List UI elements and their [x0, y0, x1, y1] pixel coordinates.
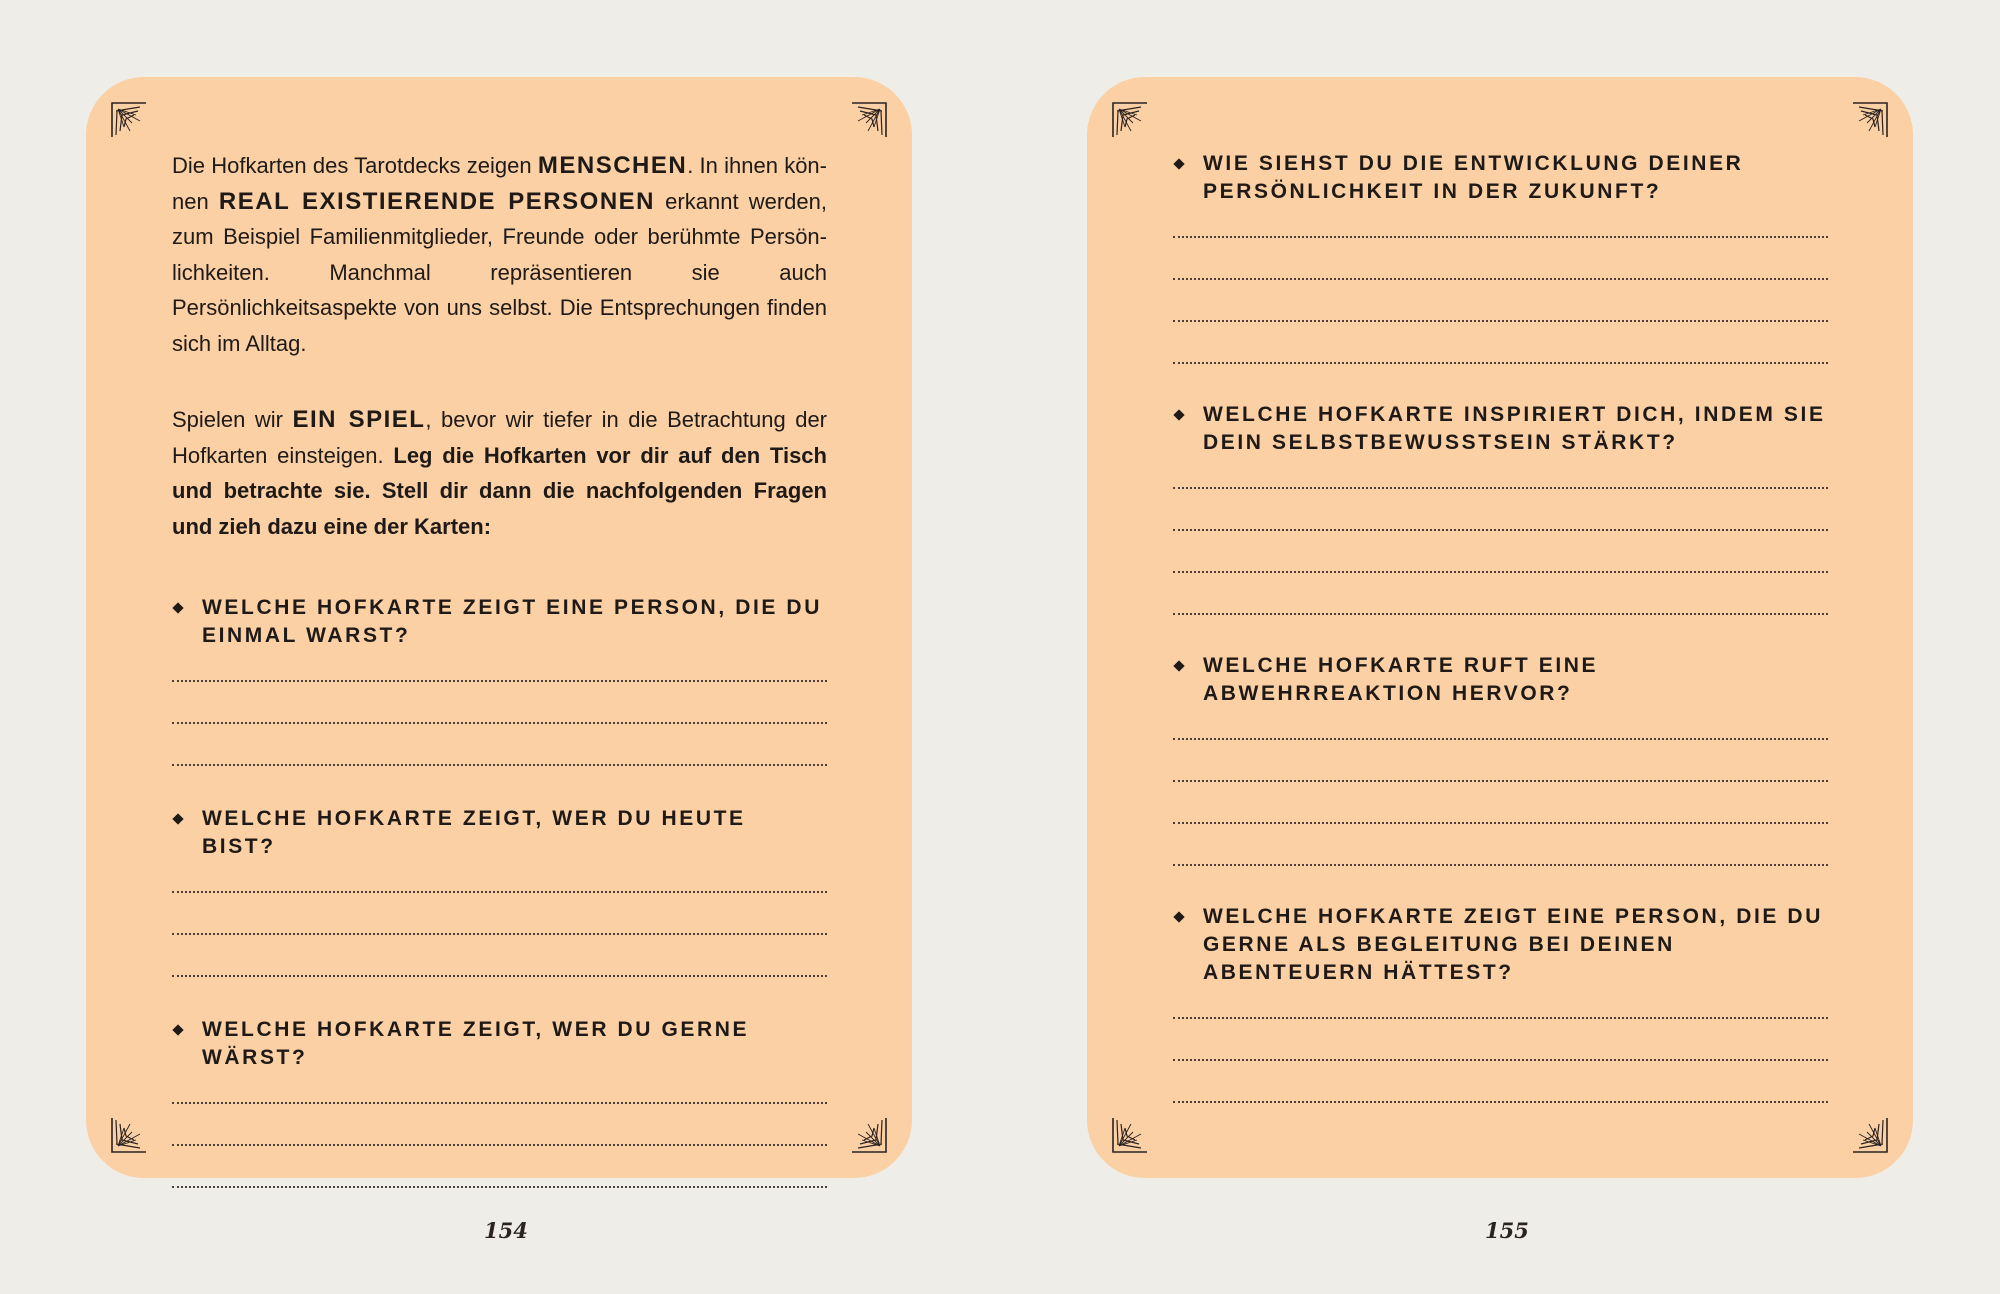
corner-ornament-icon	[110, 1116, 148, 1154]
corner-ornament-icon	[1851, 1116, 1889, 1154]
question-block	[1173, 150, 1828, 364]
answer-line[interactable]	[172, 933, 827, 935]
answer-line[interactable]	[1173, 236, 1828, 238]
answer-line[interactable]	[172, 722, 827, 724]
emphasis-ein-spiel: EIN SPIEL	[292, 406, 426, 433]
answer-line[interactable]	[1173, 613, 1828, 615]
answer-line[interactable]	[1173, 738, 1828, 740]
answer-line[interactable]	[172, 891, 827, 893]
answer-line[interactable]	[1173, 362, 1828, 364]
answer-line[interactable]	[1173, 320, 1828, 322]
question: WELCHE HOFKARTE INSPIRIERT DICH, INDEM SIE DEIN SELBSTBEWUSSTSEIN STÄRKT?	[1173, 401, 1828, 457]
question-block	[1173, 903, 1828, 1103]
corner-ornament-icon	[1111, 1116, 1149, 1154]
answer-line[interactable]	[172, 1186, 827, 1188]
game-text-1: Spielen wir	[172, 407, 293, 432]
intro-paragraph	[172, 148, 827, 361]
answer-line[interactable]	[1173, 1017, 1828, 1019]
question: WELCHE HOFKARTE ZEIGT, WER DU GERNE WÄRST?	[172, 1016, 827, 1072]
corner-ornament-icon	[1111, 101, 1149, 139]
right-page-content	[1173, 150, 1828, 1103]
left-page	[86, 77, 912, 1178]
intro-text-2: . In ihnen kön-nen	[172, 153, 827, 214]
answer-line[interactable]	[172, 680, 827, 682]
answer-line[interactable]	[172, 1144, 827, 1146]
left-page-content	[172, 148, 827, 1188]
game-paragraph	[172, 402, 827, 544]
answer-line[interactable]	[1173, 864, 1828, 866]
answer-line[interactable]	[1173, 487, 1828, 489]
intro-text-3: erkannt werden, zum Beispiel Familienmitglieder, Freunde oder berühmte Persön-lichkeiten. Manchmal repräsentieren sie auch Persönlichkeitsaspekte von uns selbst. Die Entsprechungen finden sich im Alltag.	[172, 188, 828, 356]
question: WIE SIEHST DU DIE ENTWICKLUNG DEINER PERSÖNLICHKEIT IN DER ZUKUNFT?	[1173, 150, 1828, 206]
question: WELCHE HOFKARTE ZEIGT, WER DU HEUTE BIST?	[172, 805, 827, 861]
question-block	[1173, 401, 1828, 615]
corner-ornament-icon	[850, 1116, 888, 1154]
answer-line[interactable]	[172, 1102, 827, 1104]
question-block	[172, 805, 827, 977]
question: WELCHE HOFKARTE ZEIGT EINE PERSON, DIE DU EINMAL WARST?	[172, 594, 827, 650]
answer-line[interactable]	[1173, 278, 1828, 280]
answer-line[interactable]	[1173, 1101, 1828, 1103]
answer-line[interactable]	[1173, 1059, 1828, 1061]
answer-line[interactable]	[172, 764, 827, 766]
emphasis-real-personen: REAL EXISTIERENDE PERSONEN	[218, 187, 655, 215]
question-block	[172, 1016, 827, 1188]
emphasis-menschen: MENSCHEN	[537, 152, 688, 179]
intro-text-1: Die Hofkarten des Tarotdecks zeigen	[172, 153, 538, 178]
question: WELCHE HOFKARTE ZEIGT EINE PERSON, DIE DU GERNE ALS BEGLEITUNG BEI DEINEN ABENTEUERN HÄTTEST?	[1173, 903, 1828, 987]
question-block	[172, 594, 827, 766]
answer-line[interactable]	[1173, 780, 1828, 782]
question: WELCHE HOFKARTE RUFT EINE ABWEHRREAKTION HERVOR?	[1173, 652, 1828, 708]
answer-line[interactable]	[1173, 571, 1828, 573]
page-number-left: 154	[484, 1218, 528, 1243]
answer-line[interactable]	[1173, 822, 1828, 824]
corner-ornament-icon	[1851, 101, 1889, 139]
game-instruction: Leg die Hofkarten vor dir auf den Tisch und betrachte sie. Stell dir dann die nachfolgenden Fragen und zieh dazu eine der Karten:	[172, 442, 827, 539]
answer-line[interactable]	[1173, 529, 1828, 531]
right-page	[1087, 77, 1913, 1178]
question-block	[1173, 652, 1828, 866]
answer-line[interactable]	[172, 975, 827, 977]
game-text-2: , bevor wir tiefer in die Betrachtung der Hofkarten einsteigen.	[172, 407, 828, 468]
page-number-right: 155	[1485, 1218, 1529, 1243]
corner-ornament-icon	[850, 101, 888, 139]
corner-ornament-icon	[110, 101, 148, 139]
